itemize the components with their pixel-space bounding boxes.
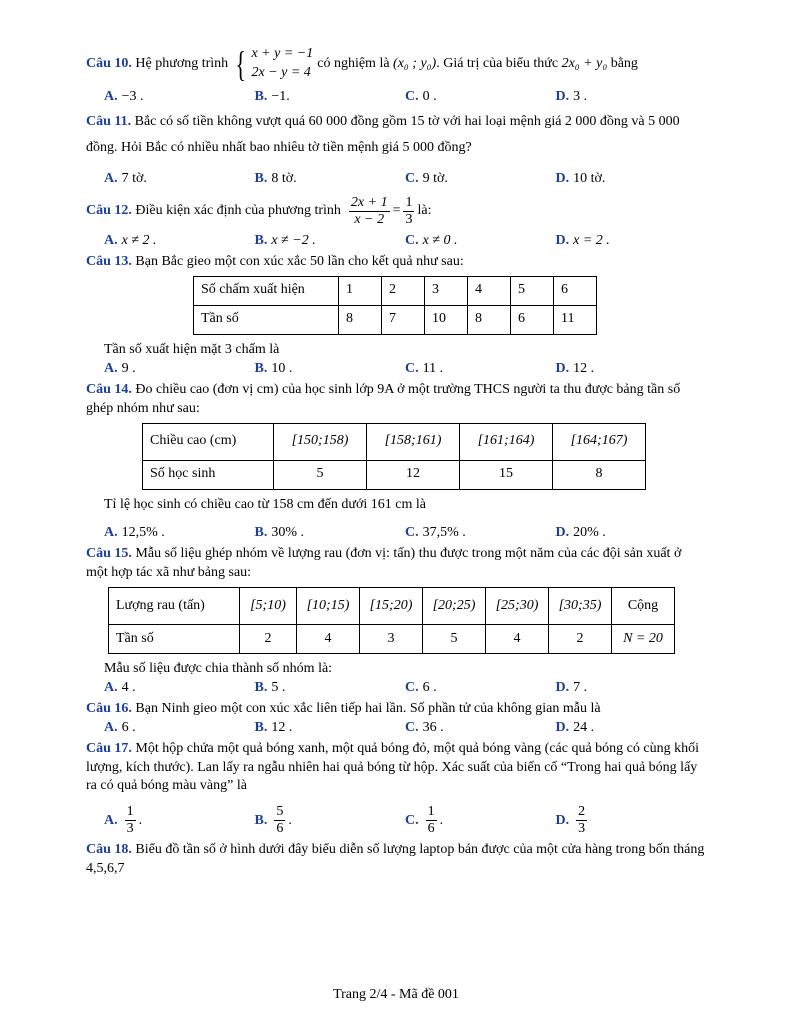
option-a[interactable] [104, 679, 255, 698]
question-10-text-b: có nghiệm là [317, 55, 390, 71]
fraction-denominator: 3 [405, 212, 413, 228]
table-cell: 2 [382, 276, 425, 305]
fraction-left [349, 195, 390, 228]
question-17-options [104, 804, 706, 837]
option-value: 9 . [121, 360, 136, 376]
option-value: x = 2 . [573, 233, 610, 249]
option-value: 36 . [422, 719, 444, 735]
equation-1: x + y = −1 [251, 46, 314, 62]
fraction-numerator: 2x + 1 [349, 195, 390, 212]
question-15-label: Câu 15. [86, 546, 132, 562]
option-b[interactable]: B. $\frac{5}{6}$ . [254, 804, 292, 837]
option-c[interactable] [405, 524, 556, 543]
question-15 [86, 545, 706, 583]
option-letter: C. [405, 813, 419, 829]
option-letter: B. [254, 233, 268, 249]
question-12-label: Câu 12. [86, 203, 132, 219]
question-14 [86, 381, 706, 419]
table-cell: Tần số [109, 625, 240, 654]
exam-page [86, 44, 706, 879]
question-13 [86, 253, 706, 272]
option-letter: C. [405, 89, 419, 104]
option-letter: B. [254, 719, 268, 735]
equation-system [232, 44, 313, 84]
table-cell: 5 [423, 625, 486, 654]
fraction-denominator: x − 2 [354, 212, 385, 228]
table-cell: 6 [511, 305, 554, 334]
option-value: −1. [271, 89, 290, 104]
table-row [109, 588, 675, 625]
question-12-text-a: Điều kiện xác định của phương trình [135, 203, 341, 219]
option-letter: D. [555, 719, 570, 735]
option-letter: C. [405, 679, 419, 695]
table-cell: [15;20) [360, 588, 423, 625]
option-a[interactable] [104, 232, 255, 251]
table-cell: 10 [425, 305, 468, 334]
option-d[interactable] [556, 232, 707, 251]
option-letter: D. [555, 679, 570, 695]
option-d[interactable] [556, 679, 707, 698]
table-cell: 2 [549, 625, 612, 654]
option-a[interactable] [104, 170, 255, 189]
question-17 [86, 740, 706, 797]
option-b[interactable] [255, 88, 406, 107]
option-a[interactable] [104, 360, 255, 379]
question-18-label: Câu 18. [86, 842, 132, 858]
question-15-prompt: Mẫu số liệu được chia thành số nhóm là: [104, 661, 333, 677]
fraction-denominator: 3 [126, 821, 134, 837]
option-value: 5 . [271, 679, 286, 695]
question-10-options [104, 88, 706, 107]
question-16-options [104, 719, 706, 738]
question-15-text: Mẫu số liệu ghép nhóm về lượng rau (đơn vị: tấn) thu được trong một năm của các đội sản xuất ở một hợp tác xã như bảng sau: [86, 546, 682, 581]
option-letter: D. [555, 233, 570, 249]
height-frequency-table [142, 423, 646, 490]
table-cell: N = 20 [612, 625, 675, 654]
option-a[interactable] [104, 719, 255, 738]
table-cell: [164;167) [553, 423, 646, 460]
table-cell: [5;10) [240, 588, 297, 625]
question-18-text: Biểu đồ tần số ở hình dưới đây biểu diễn số lượng laptop bán được của một cửa hàng trong bốn tháng 4,5,6,7 [86, 842, 705, 877]
option-fraction [274, 804, 285, 837]
option-c[interactable] [405, 719, 556, 738]
option-value: 9 tờ. [422, 171, 448, 187]
option-letter: B. [254, 525, 268, 541]
option-letter: B. [254, 171, 268, 187]
expression: 2x₀ + y₀ [561, 55, 608, 71]
option-letter: A. [104, 679, 118, 695]
fraction-numerator: 2 [576, 804, 587, 821]
option-c[interactable] [405, 170, 556, 189]
table-cell: 15 [460, 460, 553, 489]
table-cell: 12 [367, 460, 460, 489]
option-c[interactable]: C. $\frac{1}{6}$ . [405, 804, 444, 837]
table-cell: 8 [339, 305, 382, 334]
option-value: 37,5% . [422, 525, 466, 541]
table-cell: [20;25) [423, 588, 486, 625]
option-letter: A. [104, 171, 118, 187]
option-letter: A. [104, 813, 118, 829]
option-letter: C. [405, 233, 419, 249]
option-value: x ≠ 2 . [121, 233, 157, 249]
option-d[interactable] [556, 524, 707, 543]
option-letter: D. [555, 813, 570, 829]
option-c[interactable] [405, 679, 556, 698]
table-cell: [158;161) [367, 423, 460, 460]
option-d[interactable] [556, 88, 707, 107]
question-15-options [104, 679, 706, 698]
fraction-right [403, 195, 414, 228]
table-cell: Số học sinh [143, 460, 274, 489]
option-value: 12 . [573, 360, 595, 376]
table-cell: Số chấm xuất hiện [194, 276, 339, 305]
option-value: 20% . [573, 525, 606, 541]
option-letter: C. [405, 719, 419, 735]
table-cell: 4 [297, 625, 360, 654]
option-b[interactable] [255, 360, 406, 379]
question-16-label: Câu 16. [86, 700, 132, 716]
option-letter: C. [405, 525, 419, 541]
question-12 [86, 195, 706, 228]
option-d[interactable] [556, 719, 707, 738]
option-letter: B. [254, 813, 268, 829]
option-letter: C. [405, 171, 419, 187]
question-12-text-b: là: [417, 203, 432, 219]
option-letter: A. [104, 525, 118, 541]
question-16 [86, 700, 706, 719]
table-cell: 3 [360, 625, 423, 654]
option-value: 3 . [573, 89, 588, 104]
table-cell: [25;30) [486, 588, 549, 625]
option-a[interactable] [104, 524, 255, 543]
option-value: 8 tờ. [271, 171, 297, 187]
option-value: 10 tờ. [573, 171, 606, 187]
table-row [143, 423, 646, 460]
option-fraction [426, 804, 437, 837]
table-cell: 2 [240, 625, 297, 654]
option-value: 12,5% . [121, 525, 165, 541]
table-cell: [150;158) [274, 423, 367, 460]
question-13-label: Câu 13. [86, 254, 132, 270]
question-10-text-d: bằng [610, 55, 638, 71]
option-value: 4 . [121, 679, 136, 695]
option-letter: A. [104, 719, 118, 735]
table-cell: Cộng [612, 588, 675, 625]
table-cell: 5 [511, 276, 554, 305]
question-10 [86, 44, 706, 84]
option-c[interactable] [405, 88, 556, 107]
table-row [143, 460, 646, 489]
table-cell: [161;164) [460, 423, 553, 460]
option-a[interactable] [104, 88, 255, 107]
option-value: 12 . [271, 719, 293, 735]
option-value: 0 . [422, 89, 437, 104]
option-b[interactable] [255, 524, 406, 543]
option-letter: C. [405, 360, 419, 376]
option-fraction [576, 804, 587, 837]
question-11 [86, 109, 706, 162]
question-14-label: Câu 14. [86, 381, 132, 397]
table-row [194, 276, 597, 305]
option-letter: D. [555, 171, 570, 187]
option-fraction [125, 804, 136, 837]
question-17-label: Câu 17. [86, 740, 132, 756]
fraction-denominator: 3 [578, 821, 586, 837]
question-14-prompt: Tỉ lệ học sinh có chiều cao từ 158 cm đến dưới 161 cm là [104, 496, 426, 512]
option-value: 6 . [121, 719, 136, 735]
fraction-denominator: 6 [276, 821, 284, 837]
option-c[interactable] [405, 232, 556, 251]
option-value: 7 . [573, 679, 588, 695]
question-14-text: Đo chiều cao (đơn vị cm) của học sinh lớp 9A ở một trường THCS người ta thu được bảng tần số ghép nhóm như sau: [86, 381, 681, 416]
option-b[interactable] [255, 719, 406, 738]
question-13-options [104, 360, 706, 379]
table-cell: Tần số [194, 305, 339, 334]
dice-frequency-table [193, 276, 597, 335]
solution-pair: (x₀ ; y₀) [393, 55, 437, 71]
option-value: x ≠ 0 . [422, 233, 458, 249]
option-letter: D. [555, 89, 570, 104]
table-cell: [10;15) [297, 588, 360, 625]
page-footer: Trang 2/4 - Mã đề 001 [333, 987, 459, 1002]
table-cell: 4 [468, 276, 511, 305]
question-10-text-a: Hệ phương trình [135, 55, 229, 71]
table-cell: 11 [554, 305, 597, 334]
option-value: 10 . [271, 360, 293, 376]
table-cell: 7 [382, 305, 425, 334]
option-value: 6 . [422, 679, 437, 695]
equals-sign: = [392, 203, 401, 219]
option-letter: A. [104, 360, 118, 376]
fraction-numerator: 1 [125, 804, 136, 821]
question-13-prompt: Tần số xuất hiện mặt 3 chấm là [104, 341, 280, 357]
option-b[interactable] [255, 170, 406, 189]
question-17-text: Một hộp chứa một quả bóng xanh, một quả bóng đỏ, một quả bóng vàng (các quả bóng có cùng khối lượng, kích thước). Lan lấy ra ngẫu nhiên hai quả bóng từ hộp. Xác suất của biến cố “Trong hai quả bóng lấy ra có quả bóng màu vàng” là [86, 740, 700, 794]
option-letter: A. [104, 233, 118, 249]
option-letter: B. [254, 360, 268, 376]
option-letter: D. [555, 525, 570, 541]
option-value: −3 . [121, 89, 144, 104]
option-a[interactable]: A. $\frac{1}{3}$ . [104, 804, 143, 837]
question-18 [86, 841, 706, 879]
table-cell: [30;35) [549, 588, 612, 625]
table-cell: 6 [554, 276, 597, 305]
question-14-options [104, 524, 706, 543]
equation-2: 2x − y = 4 [251, 65, 311, 80]
fraction-numerator: 1 [403, 195, 414, 212]
table-cell: 1 [339, 276, 382, 305]
question-16-text: Bạn Ninh gieo một con xúc xắc liên tiếp hai lần. Số phần tử của không gian mẫu là [135, 700, 601, 716]
table-cell: Lượng rau (tấn) [109, 588, 240, 625]
table-row [194, 305, 597, 334]
brace-icon: { [235, 44, 246, 84]
question-10-label: Câu 10. [86, 55, 132, 71]
option-letter: A. [104, 89, 118, 104]
question-10-text-c: . Giá trị của biểu thức [436, 55, 559, 71]
fraction-denominator: 6 [427, 821, 435, 837]
question-11-label: Câu 11. [86, 113, 132, 129]
option-value: 30% . [271, 525, 305, 541]
table-cell: 5 [274, 460, 367, 489]
option-letter: B. [254, 89, 268, 104]
vegetable-frequency-table [108, 587, 675, 654]
option-d[interactable] [556, 804, 707, 837]
option-value: 24 . [573, 719, 595, 735]
option-d[interactable] [556, 360, 707, 379]
option-letter: B. [254, 679, 268, 695]
table-cell: 3 [425, 276, 468, 305]
option-b[interactable] [255, 679, 406, 698]
table-cell: 4 [486, 625, 549, 654]
question-11-text: Bắc có số tiền không vượt quá 60 000 đồng gồm 15 tờ với hai loại mệnh giá 2 000 đồng và 5 000 đồng. Hỏi Bắc có nhiều nhất bao nhiêu tờ tiền mệnh giá 5 000 đồng? [86, 113, 680, 156]
option-value: 7 tờ. [121, 171, 147, 187]
table-cell: 8 [468, 305, 511, 334]
option-c[interactable] [405, 360, 556, 379]
question-13-text: Bạn Bắc gieo một con xúc xắc 50 lần cho kết quả như sau: [135, 254, 464, 270]
question-11-options [104, 170, 706, 189]
option-b[interactable] [255, 232, 406, 251]
fraction-numerator: 1 [426, 804, 437, 821]
option-value: x ≠ −2 . [271, 233, 316, 249]
table-cell: 8 [553, 460, 646, 489]
option-value: 11 . [422, 360, 444, 376]
option-d[interactable] [556, 170, 707, 189]
table-row [109, 625, 675, 654]
option-letter: D. [555, 360, 570, 376]
table-cell: Chiều cao (cm) [143, 423, 274, 460]
question-12-options [104, 232, 706, 251]
fraction-numerator: 5 [274, 804, 285, 821]
